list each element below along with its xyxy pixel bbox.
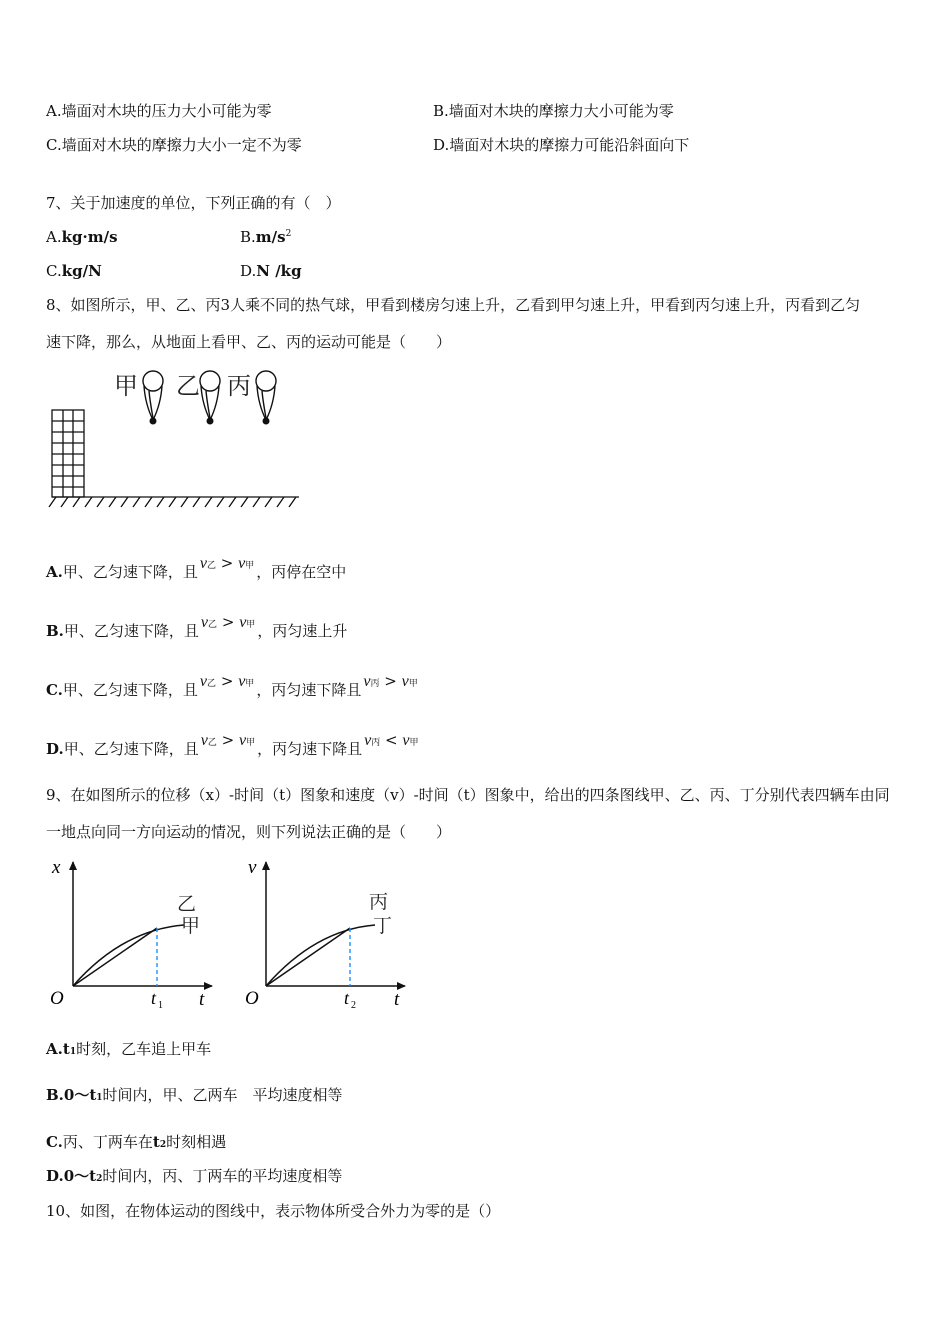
option-label: D. <box>46 740 64 758</box>
q6-option-d[interactable] <box>433 135 689 155</box>
option-label: B. <box>46 1086 64 1104</box>
t1-tick-label: t <box>151 988 157 1008</box>
option-label: C. <box>46 136 62 154</box>
option-label: A. <box>46 228 62 246</box>
q9-option-a[interactable] <box>46 1039 211 1062</box>
option-text: 甲、乙匀速下降，且 <box>62 563 198 581</box>
option-text: 甲、乙匀速下降，且 <box>63 622 199 640</box>
curve-ding <box>266 925 375 986</box>
time-subscript: 1 <box>96 1093 103 1103</box>
time-symbol: t <box>62 1040 70 1058</box>
option-text: ，丙匀速下降且 <box>256 681 362 699</box>
q7-option-c[interactable] <box>46 261 102 281</box>
y-axis-label: v <box>248 857 257 878</box>
q9-stem-line2: 一地点向同一方向运动的情况，则下列说法正确的是（ ） <box>46 823 452 841</box>
t2-tick-label: t <box>344 988 350 1008</box>
line-bing <box>266 928 350 986</box>
q6-option-a[interactable] <box>46 101 272 121</box>
option-text: 墙面对木块的摩擦力可能沿斜面向下 <box>449 136 690 154</box>
option-label: A. <box>46 102 62 120</box>
velocity-symbol: v <box>200 614 209 631</box>
balloon-jia-icon <box>143 371 163 424</box>
q8-stem-line1: 8、如图所示，甲、乙、丙3人乘不同的热气球，甲看到楼房匀速上升，乙看到甲匀速上升，甲看到丙匀速上升，丙看到乙匀 <box>46 296 861 314</box>
option-text: 墙面对木块的压力大小可能为零 <box>61 102 272 120</box>
option-label: B. <box>46 622 64 640</box>
velocity-symbol: v <box>239 614 247 631</box>
velocity-subscript: 丙 <box>370 679 380 689</box>
velocity-subscript: 乙 <box>207 738 217 748</box>
q8-option-a[interactable] <box>46 554 347 585</box>
curve-label-ding: 丁 <box>373 916 393 937</box>
option-text: kg/N <box>61 262 102 280</box>
velocity-symbol: v <box>238 673 246 690</box>
option-label: C. <box>46 681 63 699</box>
q9-option-b[interactable] <box>46 1085 343 1108</box>
option-text: 墙面对木块的摩擦力大小可能为零 <box>448 102 674 120</box>
ground-icon <box>49 497 299 507</box>
velocity-subscript: 乙 <box>208 620 218 630</box>
origin-label: O <box>245 988 259 1009</box>
y-axis-label: x <box>52 857 61 878</box>
option-text: 时间内，甲、乙两车 平均速度相等 <box>102 1086 343 1104</box>
time-subscript: 2 <box>159 1140 167 1150</box>
comparison-sign: < <box>385 731 398 749</box>
velocity-subscript: 甲 <box>245 679 255 689</box>
option-text: 0～ <box>63 1167 90 1185</box>
option-label: D. <box>240 262 257 280</box>
q7-stem: 7、关于加速度的单位，下列正确的有（ ） <box>46 194 341 212</box>
time-symbol: t <box>152 1133 160 1151</box>
superscript: 2 <box>285 229 292 239</box>
option-text: 甲、乙匀速下降，且 <box>63 740 199 758</box>
balloon-figure <box>44 360 306 512</box>
option-text: 甲、乙匀速下降，且 <box>62 681 198 699</box>
velocity-subscript: 甲 <box>409 738 419 748</box>
velocity-subscript: 丙 <box>371 738 381 748</box>
line-yi <box>73 928 157 986</box>
option-label: A. <box>46 1040 63 1058</box>
velocity-subscript: 甲 <box>245 561 255 571</box>
option-text: ，丙匀速上升 <box>257 622 348 640</box>
t2-tick-subscript: 2 <box>351 1000 356 1011</box>
q10-stem: 10、如图，在物体运动的图线中，表示物体所受合外力为零的是（） <box>46 1202 501 1220</box>
vt-graph <box>240 852 420 1012</box>
velocity-subscript: 甲 <box>408 679 418 689</box>
velocity-subscript: 乙 <box>207 561 217 571</box>
comparison-sign: > <box>221 613 235 631</box>
option-text: 时刻相遇 <box>166 1133 227 1151</box>
q9-option-d[interactable] <box>46 1166 342 1189</box>
q6-option-b[interactable] <box>433 101 674 121</box>
velocity-symbol: v <box>402 732 410 749</box>
option-text: ，丙匀速下降且 <box>257 740 363 758</box>
comparison-sign: > <box>384 672 397 690</box>
curve-jia <box>73 925 184 986</box>
option-text: 0～ <box>63 1086 90 1104</box>
option-label: B. <box>240 228 256 246</box>
option-text: ，丙停在空中 <box>256 563 347 581</box>
q8-option-c[interactable] <box>46 672 420 703</box>
curve-label-jia: 甲 <box>181 916 201 937</box>
time-symbol: t <box>89 1167 97 1185</box>
option-text: kg·m/s <box>61 228 118 246</box>
q7-option-b[interactable] <box>240 227 291 247</box>
velocity-symbol: v <box>199 673 208 690</box>
t1-tick-subscript: 1 <box>158 1000 163 1011</box>
q6-option-c[interactable] <box>46 135 302 155</box>
comparison-sign: > <box>221 731 235 749</box>
q8-stem-line2: 速下降，那么，从地面上看甲、乙、丙的运动可能是（ ） <box>46 333 452 351</box>
q9-stem-line1: 9、在如图所示的位移（x）-时间（t）图象和速度（v）-时间（t）图象中，给出的四条图线甲、乙、丙、丁分别代表四辆车由同 <box>46 786 890 804</box>
option-label: B. <box>433 102 449 120</box>
time-subscript: 2 <box>96 1174 103 1184</box>
option-label: D. <box>46 1167 64 1185</box>
q7-option-a[interactable] <box>46 227 118 247</box>
xt-graph <box>44 852 224 1012</box>
option-label: C. <box>46 262 62 280</box>
option-label: D. <box>433 136 450 154</box>
q7-option-d[interactable] <box>240 261 302 281</box>
velocity-symbol: v <box>200 732 208 749</box>
option-text: 时刻，乙车追上甲车 <box>76 1040 212 1058</box>
velocity-symbol: v <box>363 673 371 690</box>
balloon-label-yi: 乙 <box>176 374 200 400</box>
option-label: A. <box>46 563 63 581</box>
option-text: m/s <box>255 228 286 246</box>
velocity-symbol: v <box>238 555 246 572</box>
origin-label: O <box>50 988 64 1009</box>
velocity-symbol: v <box>364 732 372 749</box>
balloon-yi-icon <box>200 371 220 424</box>
option-text: 丙、丁两车在 <box>62 1133 153 1151</box>
option-label: C. <box>46 1133 63 1151</box>
time-subscript: 1 <box>69 1047 77 1057</box>
q8-option-d[interactable] <box>46 731 421 762</box>
velocity-subscript: 乙 <box>207 679 217 689</box>
velocity-subscript: 甲 <box>246 620 256 630</box>
velocity-subscript: 甲 <box>246 738 256 748</box>
curve-label-bing: 丙 <box>369 892 389 913</box>
building-icon <box>52 410 84 497</box>
velocity-symbol: v <box>401 673 409 690</box>
option-text: 墙面对木块的摩擦力大小一定不为零 <box>61 136 302 154</box>
velocity-symbol: v <box>238 732 247 749</box>
balloon-label-jia: 甲 <box>114 374 138 400</box>
time-symbol: t <box>89 1086 97 1104</box>
balloon-bing-icon <box>256 371 276 424</box>
x-axis-label: t <box>199 989 205 1010</box>
velocity-symbol: v <box>199 555 207 572</box>
option-text: N /kg <box>256 262 302 280</box>
option-text: 时间内，丙、丁两车的平均速度相等 <box>102 1167 343 1185</box>
q8-option-b[interactable] <box>46 613 348 644</box>
comparison-sign: > <box>220 554 234 572</box>
curve-label-yi: 乙 <box>177 894 197 915</box>
comparison-sign: > <box>220 672 234 690</box>
x-axis-label: t <box>394 989 400 1010</box>
q9-option-c[interactable] <box>46 1132 226 1155</box>
balloon-label-bing: 丙 <box>227 374 251 400</box>
